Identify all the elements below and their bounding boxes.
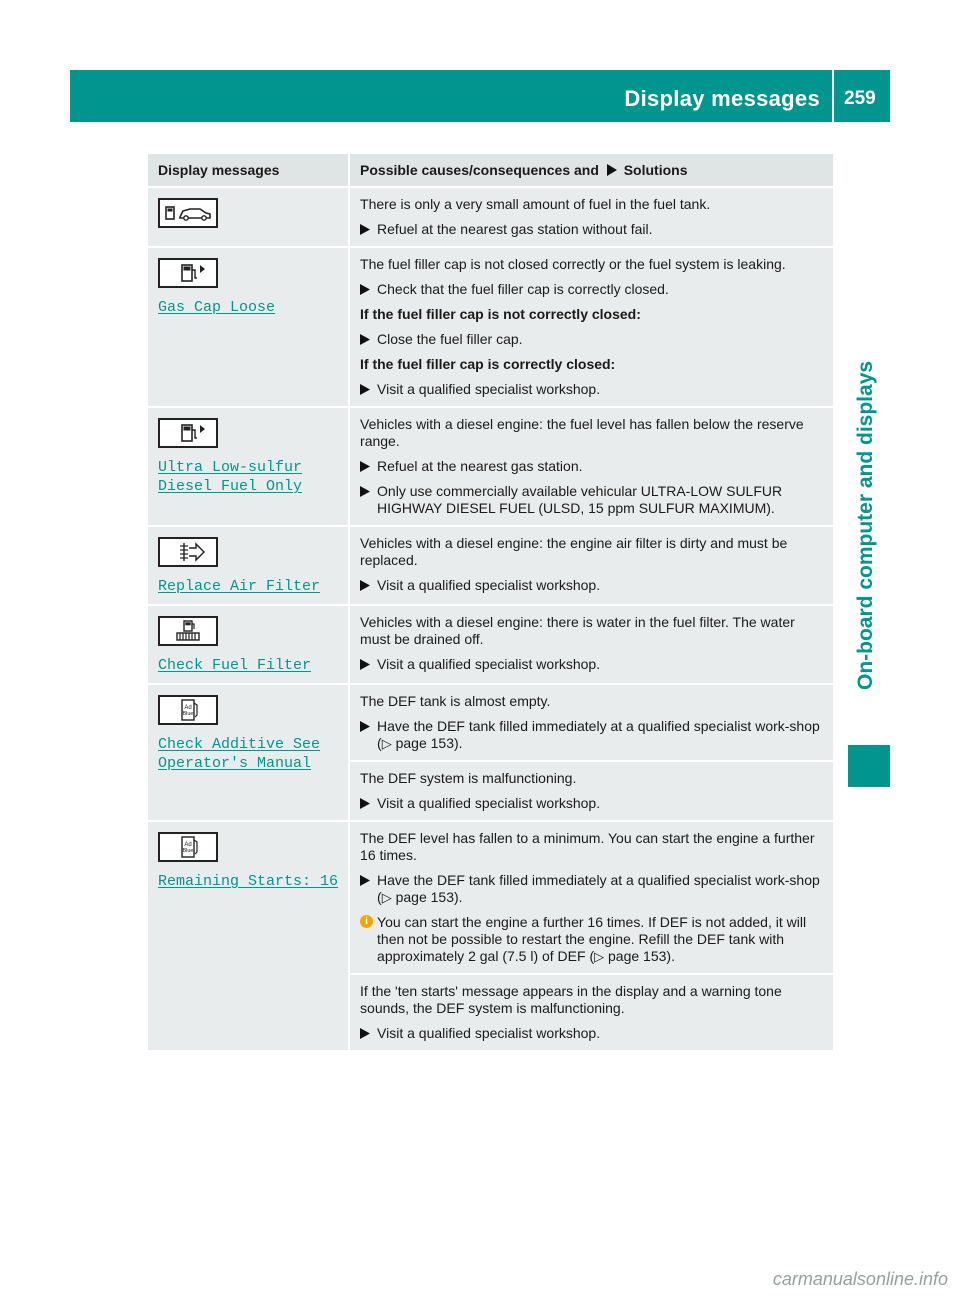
cause-text: The DEF tank is almost empty. (360, 693, 551, 709)
col-header-causes (349, 154, 833, 187)
cause-text: Vehicles with a diesel engine: the fuel level has fallen below the reserve range. (360, 416, 804, 449)
cause-text: The fuel filler cap is not closed correctly or the fuel system is leaking. (360, 256, 786, 272)
solution-arrow-icon (360, 659, 370, 670)
solution-step (360, 872, 823, 906)
solution-arrow-icon (360, 1028, 370, 1039)
message-cell (148, 526, 349, 605)
solution-arrow-icon (360, 224, 370, 235)
solution-arrow-icon (360, 334, 370, 345)
causes-cell (349, 187, 833, 247)
solution-arrow-icon (360, 384, 370, 395)
message-cell (148, 605, 349, 684)
step-text: Visit a qualified specialist workshop. (377, 795, 601, 811)
col-header-solutions-text: Solutions (623, 161, 688, 178)
header-divider (832, 70, 834, 122)
adblue-icon-text-ad: Ad (184, 842, 192, 848)
solution-arrow-icon (360, 461, 370, 472)
table-row (148, 407, 833, 526)
solution-arrow-icon (360, 875, 370, 886)
step-text: Visit a qualified specialist workshop. (377, 381, 601, 397)
info-text: You can start the engine a further 16 times. If DEF is not added, it will then not be possible to restart the engine. Refill the DEF tank with approximately 2 gal (7.5 l) of DEF ( (377, 914, 807, 964)
info-text-end: ). (666, 948, 675, 964)
display-message-text: Remaining Starts: 16 (158, 873, 339, 890)
cause-text: If the 'ten starts' message appears in the display and a warning tone sounds, the DEF system is malfunctioning. (360, 983, 782, 1016)
display-message-text: Check Additive See (158, 736, 321, 753)
solution-step (360, 795, 823, 812)
step-text-end: ). (454, 889, 463, 905)
solution-arrow-icon (360, 798, 370, 809)
solution-arrow-icon (360, 721, 370, 732)
solution-arrow-icon (360, 580, 370, 591)
cause-text: The DEF level has fallen to a minimum. You can start the engine a further 16 times. (360, 830, 815, 863)
page-ref-arrow-icon: ▷ (381, 890, 392, 905)
message-cell (148, 247, 349, 407)
solution-step (360, 221, 823, 238)
step-text-end: ). (454, 735, 463, 751)
cause-text: Vehicles with a diesel engine: there is water in the fuel filter. The water must be drained off. (360, 614, 795, 647)
table-row (148, 821, 833, 974)
causes-cell (349, 974, 833, 1051)
causes-cell (349, 605, 833, 684)
cause-text: There is only a very small amount of fuel in the fuel tank. (360, 196, 711, 212)
display-message-text: Check Fuel Filter (158, 657, 312, 674)
message-cell (148, 684, 349, 821)
solution-arrow-icon (360, 486, 370, 497)
solution-step (360, 577, 823, 594)
page-ref-arrow-icon: ▷ (381, 736, 392, 751)
solution-step (360, 331, 823, 348)
header-bar (70, 70, 890, 122)
cause-text: Vehicles with a diesel engine: the engine air filter is dirty and must be replaced. (360, 535, 788, 568)
adblue-icon-text-ad: Ad (184, 705, 192, 711)
step-text: Visit a qualified specialist workshop. (377, 656, 601, 672)
side-tab-label: On-board computer and displays (854, 360, 877, 690)
solution-step (360, 1025, 823, 1042)
step-text: Visit a qualified specialist workshop. (377, 577, 601, 593)
message-cell (148, 187, 349, 247)
table-header-row (148, 154, 833, 187)
page-ref-arrow-icon: ▷ (594, 949, 605, 964)
solution-step (360, 281, 823, 298)
page-reference-link[interactable]: page 153 (395, 889, 454, 905)
step-text: Refuel at the nearest gas station without fail. (377, 221, 653, 237)
step-text: Close the fuel filler cap. (377, 331, 523, 347)
message-cell (148, 821, 349, 1051)
watermark-url: carmanualsonline.info (772, 1269, 948, 1289)
solution-step (360, 718, 823, 752)
adblue-icon-text-blue: Blue (182, 848, 194, 854)
page-reference-link[interactable]: page 153 (608, 948, 667, 964)
side-marker (848, 745, 890, 787)
air-filter-icon (158, 537, 218, 567)
adblue-icon (158, 832, 218, 862)
adblue-icon (158, 695, 218, 725)
step-text: Visit a qualified specialist workshop. (377, 1025, 601, 1041)
display-message-text: Diesel Fuel Only (158, 478, 303, 495)
fuel-filter-icon (158, 616, 218, 646)
info-note (360, 914, 823, 965)
step-text: Only use commercially available vehicular ULTRA-LOW SULFUR HIGHWAY DIESEL FUEL (ULSD, 15 ppm SULFUR MAXIMUM). (377, 483, 783, 516)
display-message-text: Ultra Low-sulfur (158, 459, 303, 476)
cause-text: The DEF system is malfunctioning. (360, 770, 577, 786)
col-header-causes-text: Possible causes/consequences and (360, 161, 599, 178)
col-header-messages: Display messages (148, 154, 349, 187)
step-text: Refuel at the nearest gas station. (377, 458, 583, 474)
solution-arrow-icon (606, 164, 617, 176)
page-number: 259 (844, 88, 876, 109)
causes-cell (349, 821, 833, 974)
display-messages-table (148, 154, 833, 1052)
fuel-pump-icon (158, 258, 218, 288)
step-text: Check that the fuel filler cap is correctly closed. (377, 281, 669, 297)
info-icon: i (360, 915, 373, 928)
causes-cell (349, 247, 833, 407)
step-text: Have the DEF tank filled immediately at a qualified specialist work-shop ( (377, 718, 820, 751)
section-title: Display messages (624, 86, 820, 111)
display-message-text: Gas Cap Loose (158, 299, 276, 316)
fuel-pump-icon (158, 418, 218, 448)
display-message-text: Replace Air Filter (158, 578, 321, 595)
causes-cell (349, 761, 833, 821)
table-row (148, 684, 833, 761)
fuel-reserve-car-icon (158, 198, 218, 228)
causes-cell (349, 526, 833, 605)
solution-step (360, 458, 823, 475)
message-cell (148, 407, 349, 526)
causes-cell (349, 407, 833, 526)
solution-step (360, 483, 823, 517)
display-message-text: Operator's Manual (158, 755, 312, 772)
solution-step (360, 656, 823, 673)
condition-text: If the fuel filler cap is correctly closed: (360, 356, 616, 372)
table-row (148, 526, 833, 605)
solution-arrow-icon (360, 284, 370, 295)
table-row (148, 247, 833, 407)
causes-cell (349, 684, 833, 761)
step-text: Have the DEF tank filled immediately at a qualified specialist work-shop ( (377, 872, 820, 905)
solution-step (360, 381, 823, 398)
page-reference-link[interactable]: page 153 (395, 735, 454, 751)
table-row (148, 187, 833, 247)
adblue-icon-text-blue: Blue (182, 711, 194, 717)
table-row (148, 605, 833, 684)
condition-text: If the fuel filler cap is not correctly closed: (360, 306, 641, 322)
